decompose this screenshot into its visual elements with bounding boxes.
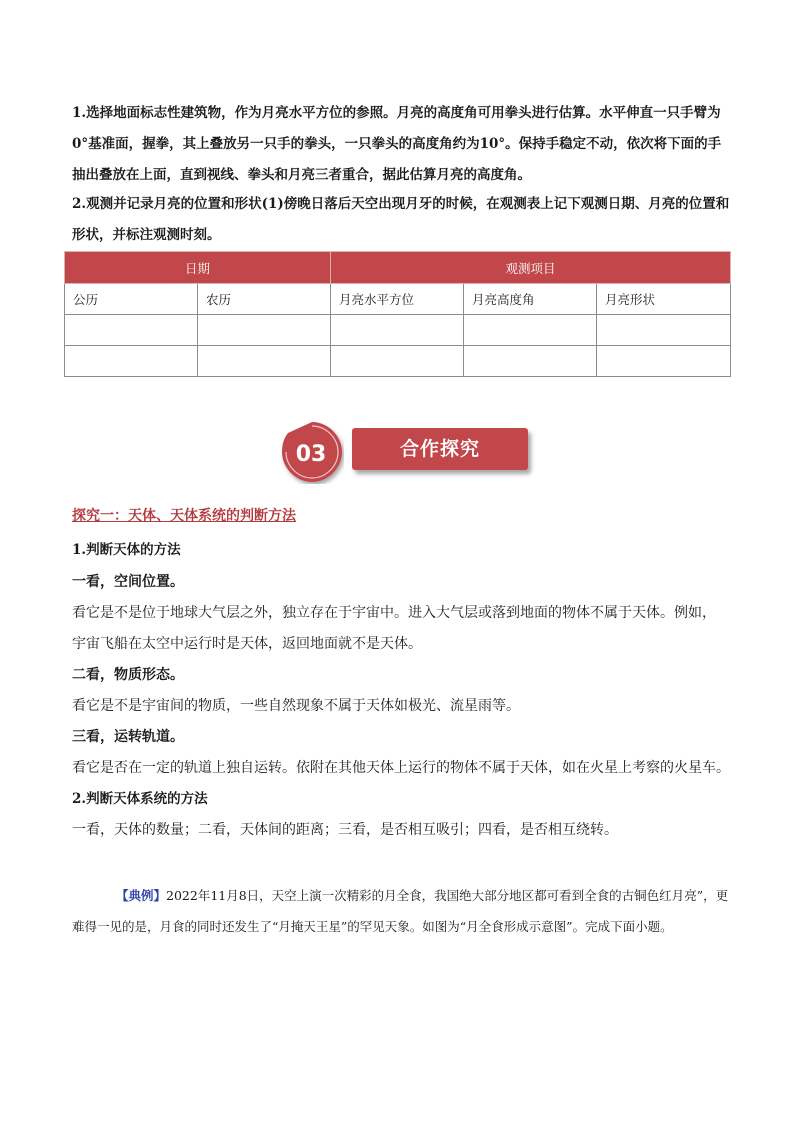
example-tag: 【典例】: [116, 888, 167, 903]
table-cell: [198, 346, 331, 377]
observation-table: [64, 251, 731, 377]
text-line: 看它是不是位于地球大气层之外，独立存在于宇宙中。进入大气层或落到地面的物体不属于天体。例如，: [72, 605, 716, 621]
table-cell: [331, 346, 464, 377]
table-cell: [597, 315, 731, 346]
text-line: 一看，天体的数量；二看，天体间的距离；三看，是否相互吸引；四看，是否相互绕转。: [72, 822, 618, 838]
section-number: 03: [295, 442, 327, 467]
table-cell: [198, 315, 331, 346]
table-row: [65, 346, 731, 377]
table-header-row: [65, 284, 731, 315]
text-line: 看它是否在一定的轨道上独自运转。依附在其他天体上运行的物体不属于天体，如在火星上考察的火星车。: [72, 760, 730, 776]
table-cell: [65, 346, 198, 377]
text-line: 宇宙飞船在太空中运行时是天体，返回地面就不是天体。: [72, 636, 422, 652]
criterion-heading-1: 一看，空间位置。: [72, 574, 184, 590]
criterion-heading-2: 二看，物质形态。: [72, 667, 184, 683]
column-header: 月亮高度角: [464, 284, 597, 315]
section-number-badge: [280, 420, 344, 484]
column-header: 月亮形状: [597, 284, 731, 315]
table-row: [65, 315, 731, 346]
heading-celestial-system: 2.判断天体系统的方法: [72, 791, 208, 807]
table-group-date: 日期: [65, 252, 331, 284]
instruction-paragraph-1: 1.选择地面标志性建筑物，作为月亮水平方位的参照。月亮的高度角可用拳头进行估算。水平伸直一只手臂为0°基准面，握拳，其上叠放另一只手的拳头，一只拳头的高度角约为10°。保持手稳定不动，依次将下面的手抽出叠放在上面，直到视线、拳头和月亮三者重合，据此估算月亮的高度角。: [72, 105, 722, 183]
table-cell: [464, 315, 597, 346]
heading-celestial-body: 1.判断天体的方法: [72, 542, 181, 558]
table-group-observation: 观测项目: [331, 252, 731, 284]
table-cell: [464, 346, 597, 377]
column-header: 公历: [65, 284, 198, 315]
criterion-heading-3: 三看，运转轨道。: [72, 729, 184, 745]
column-header: 月亮水平方位: [331, 284, 464, 315]
instruction-paragraph-2: 2.观测并记录月亮的位置和形状(1)傍晚日落后天空出现月牙的时候，在观测表上记下观测日期、月亮的位置和形状，并标注观测时刻。: [72, 196, 730, 243]
table-cell: [65, 315, 198, 346]
section-banner: 合作探究: [352, 428, 528, 470]
table-cell: [331, 315, 464, 346]
text-line: 看它是不是宇宙间的物质，一些自然现象不属于天体如极光、流星雨等。: [72, 698, 520, 714]
section-title: 探究一：天体、天体系统的判断方法: [72, 508, 296, 524]
table-cell: [597, 346, 731, 377]
example-text: 2022年11月8日，天空上演一次精彩的月全食，我国绝大部分地区都可看到全食的古铜色红月亮”，更难得一见的是，月食的同时还发生了“月掩天王星”的罕见天象。如图为“月全食形成示意图”。完成下面小题。: [72, 888, 729, 934]
column-header: 农历: [198, 284, 331, 315]
example-paragraph: [72, 880, 732, 942]
